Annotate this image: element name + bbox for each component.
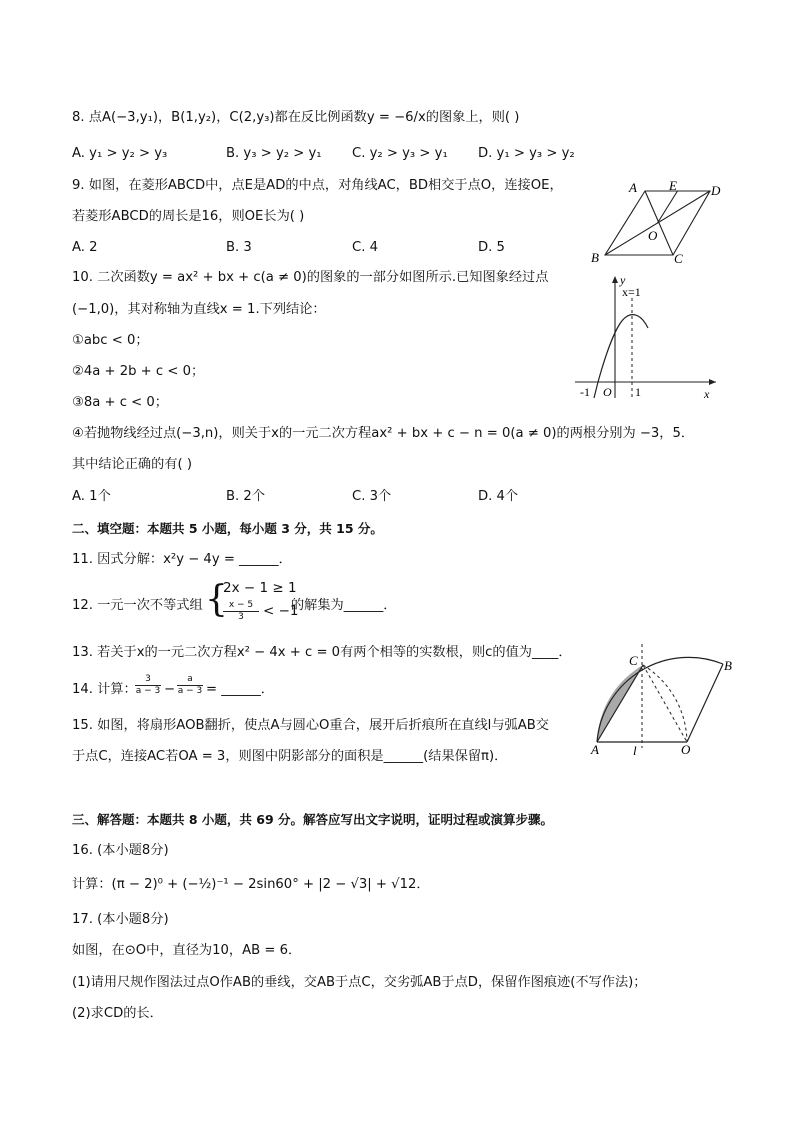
label-origin: O <box>603 385 612 399</box>
label-c: C <box>629 653 638 668</box>
q10-stem-line1: 10. 二次函数y = ax² + bx + c(a ≠ 0)的图象的一部分如图所示.已知图象经过点 <box>72 270 549 285</box>
q9-option-a: A. 2 <box>72 240 98 255</box>
label-a: A <box>629 180 637 195</box>
q9-option-b: B. 3 <box>226 240 252 255</box>
q17-line3: (2)求CD的长． <box>72 1006 163 1021</box>
label-o: O <box>648 228 658 243</box>
q14-num-2: a <box>177 674 203 686</box>
label-d: D <box>711 183 721 198</box>
label-x: x <box>704 387 710 401</box>
q10-conclusion-4: ④若抛物线经过点(−3,n)，则关于x的一元二次方程ax² + bx + c − n = 0(a ≠ 0)的两根分别为 −3，5． <box>72 426 695 441</box>
label-y: y <box>620 273 626 287</box>
q17-title: 17. (本小题8分) <box>72 912 169 927</box>
label-o: O <box>681 742 691 757</box>
q12-prefix: 12. 一元一次不等式组 <box>72 598 203 613</box>
q15-stem-line1: 15. 如图，将扇形AOB翻折，使点A与圆心O重合，展开后折痕所在直线l与弧AB交 <box>72 718 549 733</box>
q15-stem-line2: 于点C，连接AC若OA = 3，则图中阴影部分的面积是______(结果保留π)． <box>72 749 508 764</box>
q17-line2: (1)请用尺规作图法过点O作AB的垂线，交AB于点C，交劣弧AB于点D，保留作图痕迹(不写作法)； <box>72 975 647 990</box>
q16-title: 16. (本小题8分) <box>72 843 169 858</box>
system-brace: { <box>205 579 228 620</box>
q12-ineq2-tail: < −1 <box>263 603 299 619</box>
segment-oe <box>658 191 678 223</box>
q10-option-d: D. 4个 <box>478 489 519 504</box>
q12-system <box>205 578 405 626</box>
section2-heading: 二、填空题：本题共 5 小题，每小题 3 分，共 15 分。 <box>72 521 383 536</box>
label-one: 1 <box>635 385 641 399</box>
radius-ob <box>687 664 723 742</box>
section3-heading: 三、解答题：本题共 8 小题，共 69 分。解答应写出文字说明，证明过程或演算步骤。 <box>72 812 554 827</box>
label-a: A <box>591 742 599 757</box>
sector-figure <box>585 638 745 758</box>
q14-fraction-1 <box>135 674 161 697</box>
q16-expression: 计算：(π − 2)⁰ + (−½)⁻¹ − 2sin60° + |2 − √3| + √12． <box>72 877 430 892</box>
q9-stem-line1: 9. 如图，在菱形ABCD中，点E是AD的中点，对角线AC，BD相交于点O，连接OE， <box>72 178 563 193</box>
q10-conclusion-2: ②4a + 2b + c < 0； <box>72 364 205 379</box>
q10-option-b: B. 2个 <box>226 489 266 504</box>
label-e: E <box>669 178 677 193</box>
q12-fraction <box>223 600 259 623</box>
q10-option-a: A. 1个 <box>72 489 111 504</box>
label-c: C <box>674 251 683 266</box>
label-neg1: -1 <box>580 385 590 399</box>
q9-option-d: D. 5 <box>478 240 505 255</box>
label-x-eq-1: x=1 <box>622 285 641 299</box>
q14-den-1: a − 3 <box>135 686 161 696</box>
q12-frac-den: 3 <box>238 612 244 622</box>
q13: 13. 若关于x的一元二次方程x² − 4x + c = 0有两个相等的实数根，则c的值为____． <box>72 645 572 660</box>
parabola-figure <box>570 270 720 405</box>
rhombus-figure <box>585 178 725 268</box>
q14-num-1: 3 <box>135 674 161 686</box>
q14-den-2: a − 3 <box>177 686 203 696</box>
q10-conclusion-3: ③8a + c < 0； <box>72 395 168 410</box>
q14-prefix: 14. 计算： <box>72 682 137 697</box>
q10-conclusion-1: ①abc < 0； <box>72 333 149 348</box>
q8-stem: 8. 点A(−3,y₁)，B(1,y₂)，C(2,y₃)都在反比例函数y = −6/x的图象上，则( ) <box>72 110 520 125</box>
q14-fraction-2 <box>177 674 203 697</box>
label-b: B <box>724 658 732 673</box>
q8-option-d: D. y₁ > y₃ > y₂ <box>478 146 575 161</box>
q10-stem-line2: (−1,0)，其对称轴为直线x = 1.下列结论： <box>72 302 326 317</box>
q14-suffix: = ______． <box>206 682 274 697</box>
q12-frac-num: x − 5 <box>223 600 259 612</box>
q8-option-a: A. y₁ > y₂ > y₃ <box>72 146 168 161</box>
x-axis-arrow <box>709 379 716 385</box>
chord-ac <box>597 665 643 742</box>
q10-ask: 其中结论正确的有( ) <box>72 457 192 472</box>
q12-suffix: 的解集为______． <box>291 598 397 613</box>
diagonal-ac <box>645 191 673 255</box>
q14-minus: − <box>164 682 176 697</box>
q9-option-c: C. 4 <box>352 240 378 255</box>
q12-ineq1: 2x − 1 ≥ 1 <box>223 580 297 596</box>
label-b: B <box>591 250 599 265</box>
q11: 11. 因式分解：x²y − 4y = ______． <box>72 552 292 567</box>
label-l: l <box>633 743 637 758</box>
folded-radius <box>643 665 687 742</box>
q10-option-c: C. 3个 <box>352 489 392 504</box>
q8-option-c: C. y₂ > y₃ > y₁ <box>352 146 448 161</box>
y-axis-arrow <box>612 276 618 283</box>
q17-line1: 如图，在⊙O中，直径为10，AB = 6． <box>72 943 302 958</box>
q8-option-b: B. y₃ > y₂ > y₁ <box>226 146 322 161</box>
q9-stem-line2: 若菱形ABCD的周长是16，则OE长为( ) <box>72 209 305 224</box>
